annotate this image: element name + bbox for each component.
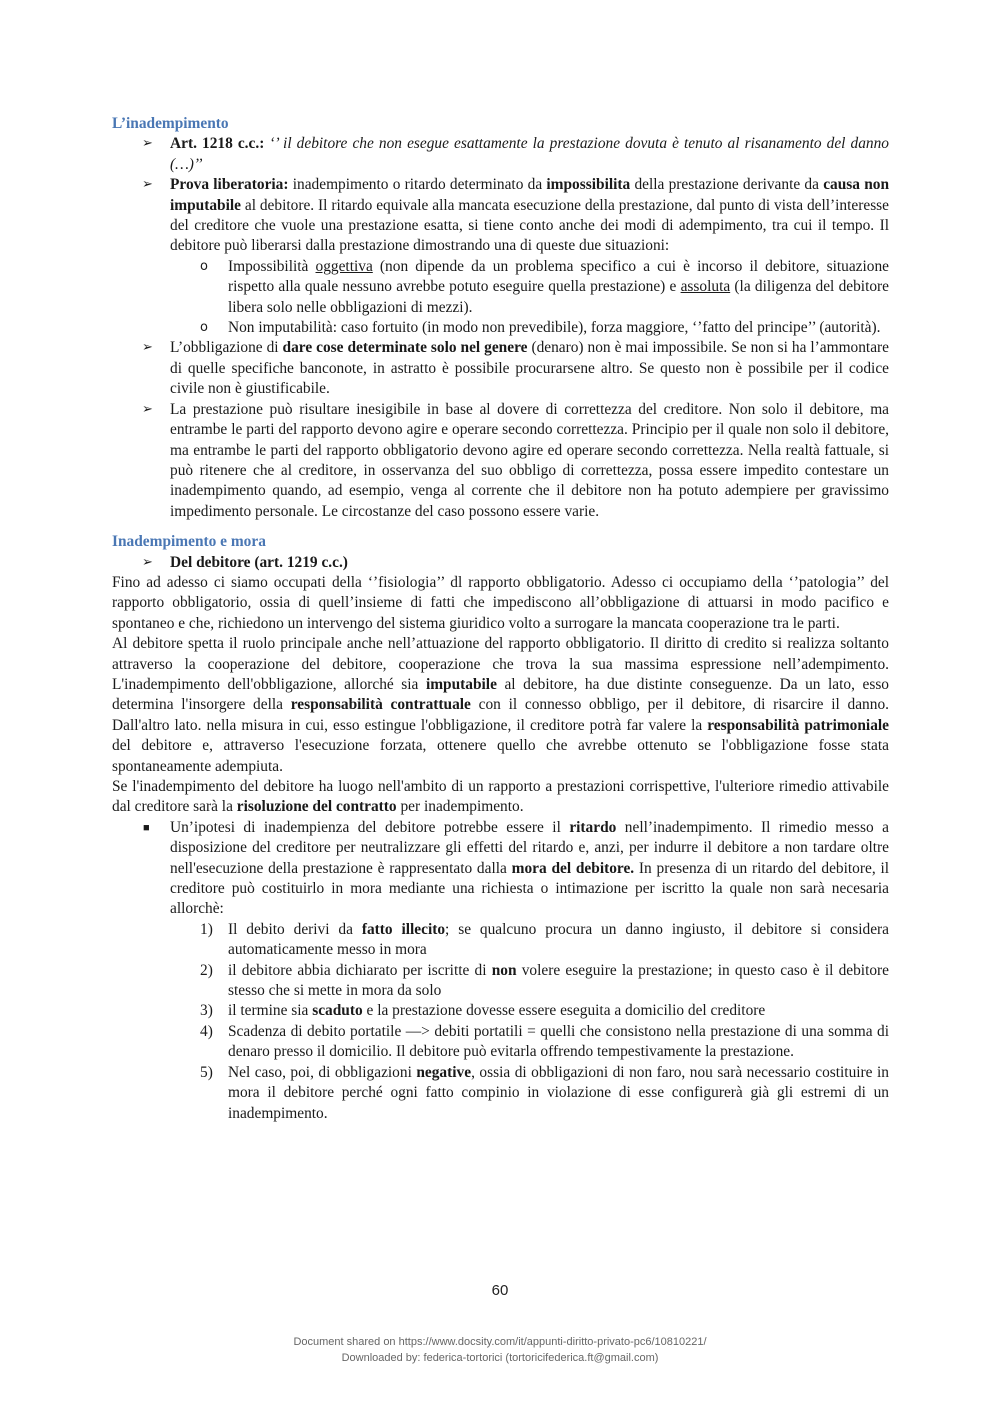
bold-label: Prova liberatoria: [170, 176, 289, 194]
section-title-inadempimento: L’inadempimento [112, 115, 229, 132]
list-number: 5) [200, 1063, 213, 1081]
text: Non imputabilità: caso fortuito (in modo non prevedibile), forza maggiore, ‘’fatto del principe’’ (autorità). [228, 319, 881, 337]
text: del debitore e, attraverso l'esecuzione forzata, ottenere quello che avrebbe ottenuto se l'obbligazione fosse stata spontaneamente adempiuta. [112, 737, 889, 775]
text: con il connesso obbligo, per il debitore, di risarcire il danno. Dall'altro lato. nella misura in cui, esso estingue l'obbligazione, il creditore potrà far valere la [112, 696, 889, 734]
bullet-cose-generiche [112, 338, 889, 399]
keyword: negative [416, 1063, 472, 1081]
text: Scadenza di debito portatile —> debiti portatili = quelli che consistono nella prestazione di una somma di denaro presso il domicilio. Il debitore può evitarla offrendo tempestivamente la prestazione. [228, 1022, 889, 1061]
text: il termine sia [228, 1002, 313, 1020]
circle-bullet-icon: o [200, 320, 208, 336]
arrow-bullet-icon: ➢ [142, 136, 153, 152]
document-body [112, 114, 889, 1124]
text: (la diligenza del debitore libera solo nelle obbligazioni di mezzi). [228, 278, 889, 316]
text: nell’inadempimento. Il rimedio messo a disposizione del creditore per neutralizzare gli effetti del ritardo e, anzi, per indurre il debitore a non tardare oltre nell'esecuzione della prestazione è rappresentato dalla [170, 818, 889, 877]
sub-bullet-impossibilita [112, 257, 889, 318]
text: L’obbligazione di [170, 339, 283, 357]
underlined-word: oggettiva [315, 257, 373, 275]
underlined-word: assoluta [680, 278, 731, 296]
bullet-del-debitore [112, 553, 889, 573]
list-item [112, 1063, 889, 1124]
text: Al debitore spetta il ruolo principale anche nell’attuazione del rapporto obbligatorio. Il diritto di credito si realizza soltanto attraverso la cooperazione del debitore, cooperazione che trova la sua massima espressione nell’adempimento. L'inadempimento dell'obbligazione, allorché sia [112, 635, 889, 693]
text: al debitore. Il ritardo equivale alla mancata esecuzione della prestazione, dal punto di vista dell’interesse del creditore che vuole una prestazione esatta, si tiene conto anche dei modi di adempimento, tra cui il tempo. Il debitore può liberarsi dalla prestazione dimostrando una di queste due situazioni: [170, 196, 889, 255]
keyword: imputabile [425, 675, 497, 693]
text: La prestazione può risultare inesigibile in base al dovere di correttezza del creditore. Non solo il debitore, ma entrambe le parti del rapporto devono agire e operare secondo correttezza. Principio per il quale non solo il debitore, ma entrambe le parti del rapporto obbligatorio devono agire ed operare secondo correttezza. Nella realtà fattuale, si può ritenere che al creditore, in osservanza del suo obbligo di correttezza, possa essere impedito contestare un inadempimento quando, ad esempio, venga al corrente che il debitore non ha potuto adempiere per gravissimo impedimento personale. Le circostanze del caso possono essere varie. [170, 400, 889, 520]
keyword: scaduto [312, 1002, 363, 1020]
text: per inadempimento. [396, 798, 524, 816]
keyword: fatto illecito [361, 920, 446, 938]
keyword: risoluzione del contratto [236, 798, 397, 816]
text: ; se qualcuno procura un danno ingiusto, il debitore si considera automaticamente messo in mora [228, 920, 889, 959]
text: volere eseguire la prestazione; in questo caso è il debitore stesso che si mette in mora da solo [228, 961, 889, 1000]
arrow-bullet-icon: ➢ [142, 401, 153, 417]
text: , ossia di obbligazioni di non faro, nou sarà necessario costituire in mora il debitore perché ogni fatto compinio in violazione di esse configurerà già gli estremi di un inadempimento. [228, 1063, 889, 1122]
text: il debitore abbia dichiarato per iscritte di [228, 961, 492, 979]
bullet-ritardo [112, 818, 889, 920]
bullet-correttezza [112, 400, 889, 522]
bold-subtitle: Del debitore (art. 1219 c.c.) [170, 553, 348, 571]
text: In presenza di un ritardo del debitore, il creditore può costituirlo in mora mediante una richiesta o intimazione per iscritto la quale non sarà necesaria allorchè: [170, 859, 889, 918]
circle-bullet-icon: o [200, 258, 208, 274]
paragraph-patologia: Fino ad adesso ci siamo occupati della ‘’fisiologia’’ dl rapporto obbligatorio. Adesso ci occupiamo della ‘’patologia’’ del rapporto obbligatorio, ossia di quell’insieme di fatti che impediscono all’obbligazione di attuarsi in modo pacifico e spontaneo e che, richiedono un intervengo del sistema giuridico volto a surrogare la mancata cooperazione tra le parti. [112, 573, 889, 632]
text: Se l'inadempimento del debitore ha luogo nell'ambito di un rapporto a prestazioni corrispettive, l'ulteriore rimedio attivabile dal creditore sarà la [112, 778, 889, 816]
list-number: 3) [200, 1002, 213, 1020]
footer-downloaded-by: Downloaded by: federica-tortorici (tortoricifederica.ft@gmail.com) [341, 1352, 659, 1364]
sub-bullet-non-imputabilita [112, 318, 889, 338]
text: Nel caso, poi, di obbligazioni [228, 1063, 417, 1081]
paragraph-ruolo-debitore [112, 634, 889, 777]
quote-text: ‘’ il debitore che non esegue esattamente la prestazione dovuta è tenuto al risanamento del danno (…)’’ [170, 135, 889, 173]
keyword: dare cose determinate solo nel genere [282, 339, 528, 357]
keyword: responsabilità contrattuale [290, 696, 471, 714]
keyword: non [491, 961, 517, 979]
list-number: 4) [200, 1022, 213, 1040]
keyword: causa non imputabile [170, 176, 890, 214]
text: Il debito derivi da [228, 920, 362, 938]
text: della prestazione derivante da [630, 176, 824, 194]
keyword: ritardo [569, 818, 617, 836]
bullet-art-1218 [112, 134, 889, 175]
bullet-prova-liberatoria [112, 175, 889, 257]
text: al debitore, ha due distinte conseguenze. Da un lato, esso determina l'insorgere della [112, 675, 889, 714]
paragraph-risoluzione [112, 777, 889, 818]
text: Impossibilità [228, 257, 316, 275]
text: (non dipende da un problema specifico a cui è incorso il debitore, situazione rispetto alla quale nessuno avrebbe potuto eseguire quella prestazione) e [228, 257, 889, 296]
text: (denaro) non è mai impossibile. Se non si ha l’ammontare di quelle specifiche banconote, in astratto è possibile procurarsene altro. Se questo non è possibile per il codice civile non è giustificabile. [170, 339, 889, 398]
list-item [112, 1001, 889, 1021]
arrow-bullet-icon: ➢ [142, 340, 153, 356]
list-number: 2) [200, 961, 213, 979]
arrow-bullet-icon: ➢ [142, 554, 153, 570]
list-item [112, 961, 889, 1002]
arrow-bullet-icon: ➢ [142, 177, 153, 193]
text: inadempimento o ritardo determinato da [288, 176, 547, 194]
keyword: mora del debitore. [511, 859, 635, 877]
keyword: impossibilita [546, 176, 631, 194]
keyword: responsabilità patrimoniale [707, 716, 889, 734]
bold-label: Art. 1218 c.c.: [170, 135, 265, 153]
page-number: 60 [491, 1282, 509, 1299]
text: e la prestazione dovesse essere eseguita a domicilio del creditore [362, 1002, 766, 1020]
section-title-mora: Inadempimento e mora [112, 533, 266, 551]
square-bullet-icon: ■ [143, 821, 150, 834]
list-item [112, 920, 889, 961]
footer-shared-link: Document shared on https://www.docsity.com/it/appunti-diritto-privato-pc6/10810221/ [293, 1336, 707, 1348]
list-number: 1) [200, 920, 213, 938]
text: Un’ipotesi di inadempienza del debitore potrebbe essere il [170, 818, 570, 836]
list-item [112, 1022, 889, 1063]
